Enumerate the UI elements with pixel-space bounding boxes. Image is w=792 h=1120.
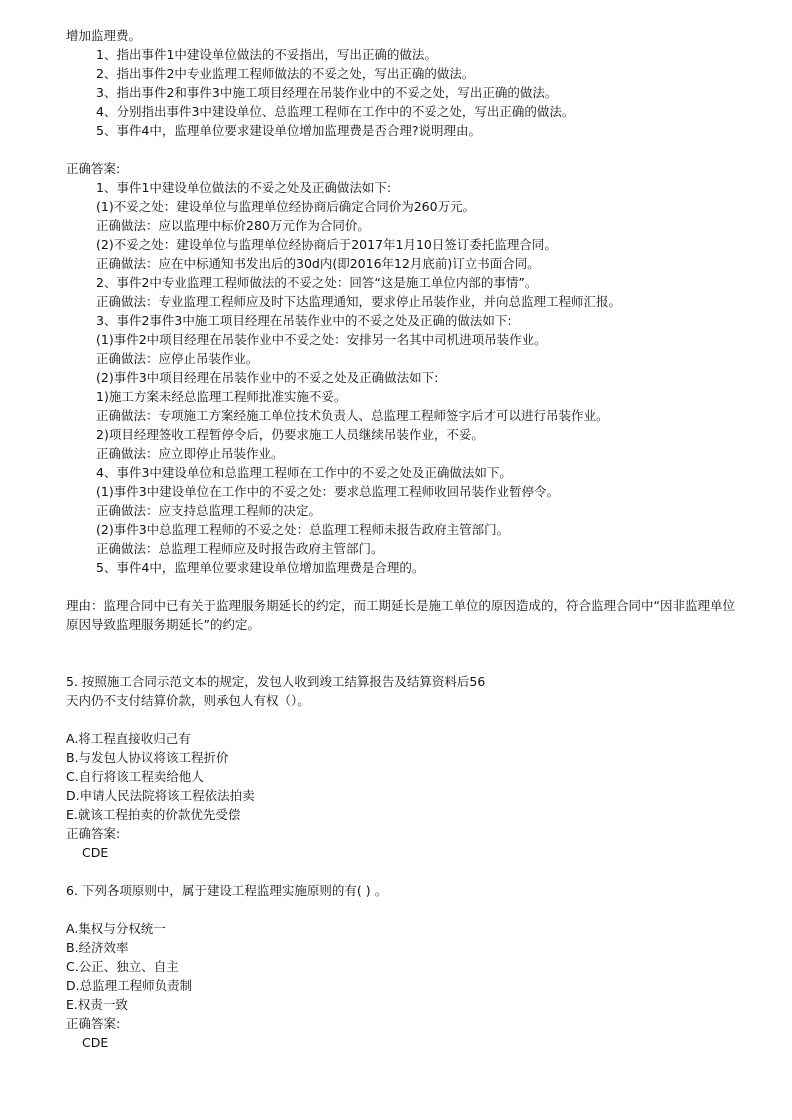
reason-paragraph: 理由：监理合同中已有关于监理服务期延长的约定，而工期延长是施工单位的原因造成的，符合监理合同中“因非监理单位原因导致监理服务期延长”的约定。 [66, 598, 735, 632]
answer-line: (1)事件2中项目经理在吊装作业中不妥之处：安排另一名其中司机进项吊装作业。 [96, 332, 547, 347]
answer-line: 2、事件2中专业监理工程师做法的不妥之处：回答“这是施工单位内部的事情”。 [96, 275, 538, 290]
question-2: 2、指出事件2中专业监理工程师做法的不妥之处，写出正确的做法。 [96, 66, 475, 81]
q5-stem-line1: 5. 按照施工合同示范文本的规定，发包人收到竣工结算报告及结算资料后56 [66, 674, 486, 689]
question-1: 1、指出事件1中建设单位做法的不妥指出，写出正确的做法。 [96, 47, 437, 62]
q6-option-d: D.总监理工程师负责制 [66, 978, 193, 993]
answer-line: (2)事件3中项目经理在吊装作业中的不妥之处及正确做法如下: [96, 370, 439, 385]
q6-option-a: A.集权与分权统一 [66, 921, 166, 936]
q5-option-e: E.就该工程拍卖的价款优先受偿 [66, 807, 241, 822]
q6-option-e: E.权责一致 [66, 997, 128, 1012]
q6-answer-label: 正确答案: [66, 1016, 121, 1031]
q6-stem: 6. 下列各项原则中，属于建设工程监理实施原则的有( ) 。 [66, 883, 388, 898]
answer-line: 正确做法：专项施工方案经施工单位技术负责人、总监理工程师签字后才可以进行吊装作业。 [96, 408, 609, 423]
answer-line: 1、事件1中建设单位做法的不妥之处及正确做法如下: [96, 180, 392, 195]
answer-line: 3、事件2事件3中施工项目经理在吊装作业中的不妥之处及正确的做法如下: [96, 313, 512, 328]
answer-line: 正确做法：应支持总监理工程师的决定。 [96, 503, 322, 518]
answer-line: 2)项目经理签收工程暂停令后，仍要求施工人员继续吊装作业，不妥。 [96, 427, 484, 442]
answer-line: 正确做法：应以监理中标价280万元作为合同价。 [96, 218, 370, 233]
answer-label: 正确答案: [66, 161, 121, 176]
q5-option-b: B.与发包人协议将该工程折价 [66, 750, 229, 765]
question-3: 3、指出事件2和事件3中施工项目经理在吊装作业中的不妥之处，写出正确的做法。 [96, 85, 558, 100]
answer-line: (1)事件3中建设单位在工作中的不妥之处：要求总监理工程师收回吊装作业暂停令。 [96, 484, 560, 499]
intro-lead: 增加监理费。 [66, 28, 142, 43]
q5-answer-label: 正确答案: [66, 826, 121, 841]
answer-line: 正确做法：总监理工程师应及时报告政府主管部门。 [96, 541, 384, 556]
q5-stem-line2: 天内仍不支付结算价款，则承包人有权（）。 [66, 693, 310, 708]
document-page [66, 26, 736, 1052]
answer-line: 4、事件3中建设单位和总监理工程师在工作中的不妥之处及正确做法如下。 [96, 465, 512, 480]
answer-line: 正确做法：应在中标通知书发出后的30d内(即2016年12月底前)订立书面合同。 [96, 256, 540, 271]
answer-line: (1)不妥之处：建设单位与监理单位经协商后确定合同价为260万元。 [96, 199, 476, 214]
answer-line: (2)事件3中总监理工程师的不妥之处：总监理工程师未报告政府主管部门。 [96, 522, 510, 537]
q5-option-c: C.自行将该工程卖给他人 [66, 769, 204, 784]
q6-option-b: B.经济效率 [66, 940, 129, 955]
answer-line: 5、事件4中，监理单位要求建设单位增加监理费是合理的。 [96, 560, 425, 575]
answer-line: 正确做法：专业监理工程师应及时下达监理通知，要求停止吊装作业，并向总监理工程师汇报。 [96, 294, 622, 309]
q5-option-d: D.申请人民法院将该工程依法拍卖 [66, 788, 255, 803]
question-5: 5、事件4中，监理单位要求建设单位增加监理费是否合理?说明理由。 [96, 123, 482, 138]
answer-line: 正确做法：应立即停止吊装作业。 [96, 446, 284, 461]
q5-answer: CDE [82, 845, 109, 860]
answer-line: 正确做法：应停止吊装作业。 [96, 351, 259, 366]
q6-answer: CDE [82, 1035, 109, 1050]
q5-option-a: A.将工程直接收归己有 [66, 731, 191, 746]
q6-option-c: C.公正、独立、自主 [66, 959, 179, 974]
question-4: 4、分别指出事件3中建设单位、总监理工程师在工作中的不妥之处，写出正确的做法。 [96, 104, 575, 119]
answer-line: (2)不妥之处：建设单位与监理单位经协商后于2017年1月10日签订委托监理合同。 [96, 237, 557, 252]
answer-line: 1)施工方案未经总监理工程师批准实施不妥。 [96, 389, 347, 404]
